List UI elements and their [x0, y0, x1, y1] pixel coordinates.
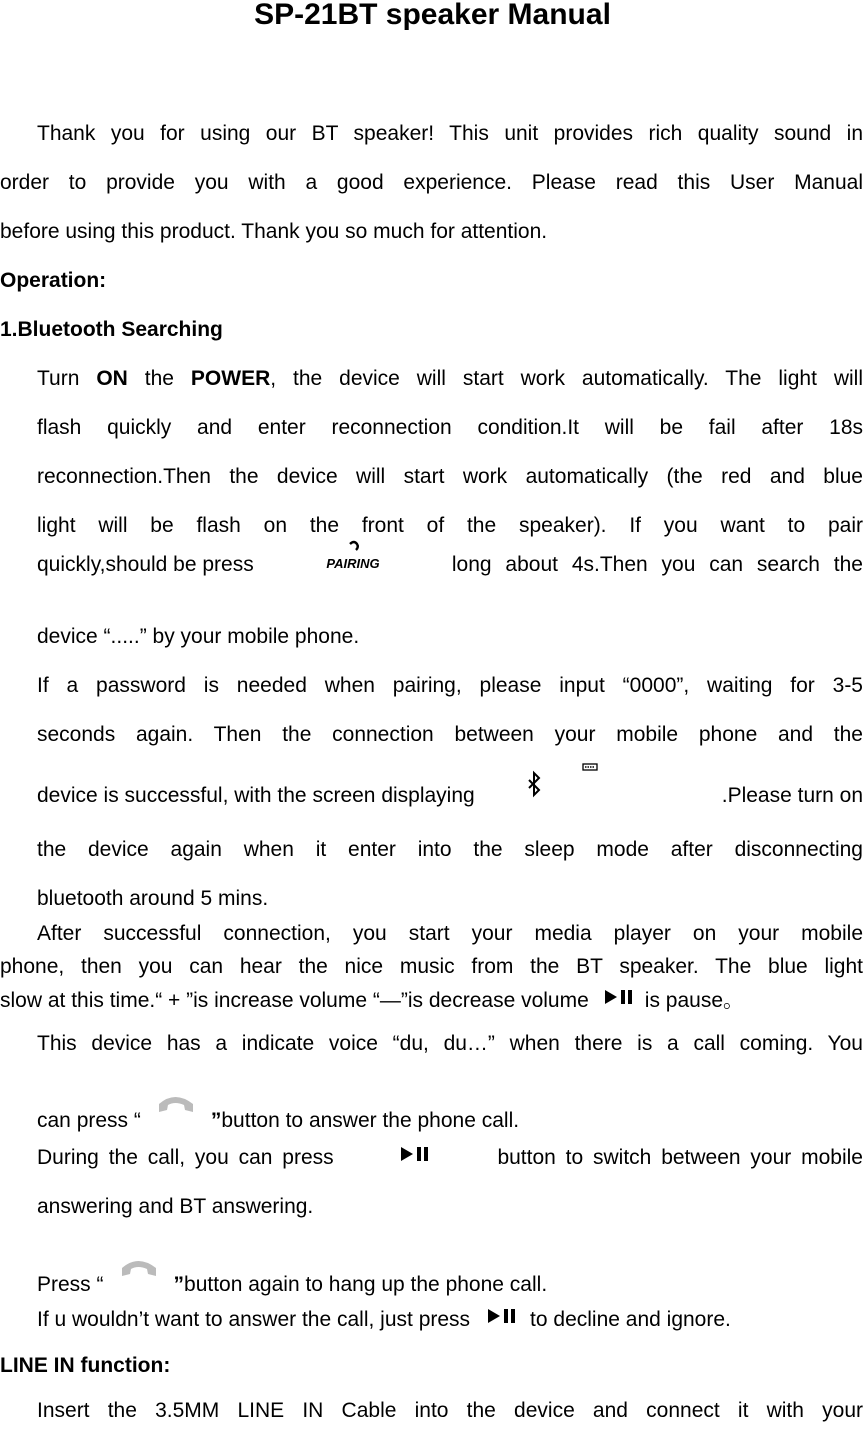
bt-the: the	[127, 367, 191, 390]
bt-line-1	[37, 355, 863, 403]
bt-line-5a: quickly,should be press	[37, 553, 254, 576]
linein-heading: LINE IN function:	[0, 1354, 171, 1377]
bt-line-9a: device is successful, with the screen displaying	[37, 784, 475, 807]
bt-line-14	[0, 984, 863, 1018]
bt-line-13: phone, then you can hear the nice music from the BT speaker. The blue light	[0, 955, 863, 978]
bt-line-6: device “.....” by your mobile phone.	[37, 625, 360, 648]
bt-line-16b: ”	[210, 1109, 222, 1132]
bt-line-7: If a password is needed when pairing, please input “0000”, waiting for 3-5	[37, 674, 863, 697]
bt-line-14b: is pause。	[644, 989, 744, 1012]
play-pause-icon	[603, 984, 637, 1018]
intro-line-1: Thank you for using our BT speaker! This unit provides rich quality sound in	[37, 122, 863, 145]
intro-line-3: before using this product. Thank you so much for attention.	[0, 220, 548, 243]
play-pause-icon-3	[486, 1296, 520, 1344]
bt-line-15: This device has a indicate voice “du, du…” when there is a call coming. You	[37, 1032, 863, 1055]
pairing-label: PAIRING	[326, 556, 380, 571]
bt-line-11: bluetooth around 5 mins.	[37, 887, 269, 910]
bluetooth-status-icon	[515, 772, 625, 820]
bt-line-9b: .Please turn on	[721, 784, 863, 807]
page-title: SP-21BT speaker Manual	[254, 0, 611, 31]
bt-line-17b: button to switch between your mobile	[497, 1146, 863, 1169]
bt-line-12: After successful connection, you start your media player on your mobile	[37, 922, 863, 945]
bt-line-10: the device again when it enter into the sleep mode after disconnecting	[37, 838, 863, 861]
play-pause-icon-2	[399, 1134, 433, 1182]
bt-line-1-rest: , the device will start work automatically. The light will	[270, 367, 864, 390]
bt-turn: Turn	[37, 367, 97, 390]
pairing-button-icon	[323, 538, 383, 592]
bt-line-19a: Press “	[37, 1273, 104, 1296]
bt-line-18: answering and BT answering.	[37, 1195, 314, 1218]
bt-line-20b: to decline and ignore.	[530, 1308, 731, 1331]
bt-line-5	[37, 538, 863, 592]
bt-line-4: light will be flash on the front of the speaker). If you want to pair	[37, 514, 863, 537]
bt-line-20a: If u wouldn’t want to answer the call, just press	[37, 1308, 471, 1331]
bt-line-16a: can press “	[37, 1109, 141, 1132]
bt-line-19b: ”	[173, 1273, 185, 1296]
bt-line-9	[37, 760, 863, 820]
operation-heading: Operation:	[0, 269, 107, 292]
bt-line-5b: long about 4s.Then you can search the	[451, 553, 863, 576]
bt-line-16c: button to answer the phone call.	[221, 1109, 520, 1132]
bt-line-14a: slow at this time.“ + ”is increase volume “—”is decrease volume	[0, 989, 589, 1012]
bt-line-3: reconnection.Then the device will start work automatically (the red and blue	[37, 465, 863, 488]
bt-line-17	[37, 1134, 863, 1182]
bt-line-20	[37, 1296, 731, 1344]
bt-line-2: flash quickly and enter reconnection condition.It will be fail after 18s	[37, 416, 863, 439]
bluetooth-heading: 1.Bluetooth Searching	[0, 318, 223, 341]
intro-line-2: order to provide you with a good experience. Please read this User Manual	[0, 171, 863, 194]
bt-line-17a: During the call, you can press	[37, 1146, 334, 1169]
bt-line-19c: button again to hang up the phone call.	[184, 1273, 548, 1296]
bt-power: POWER	[190, 367, 271, 390]
bt-line-8: seconds again. Then the connection between your mobile phone and the	[37, 723, 863, 746]
linein-line-1: Insert the 3.5MM LINE IN Cable into the device and connect it with your	[37, 1399, 863, 1422]
bt-on: ON	[96, 367, 128, 390]
